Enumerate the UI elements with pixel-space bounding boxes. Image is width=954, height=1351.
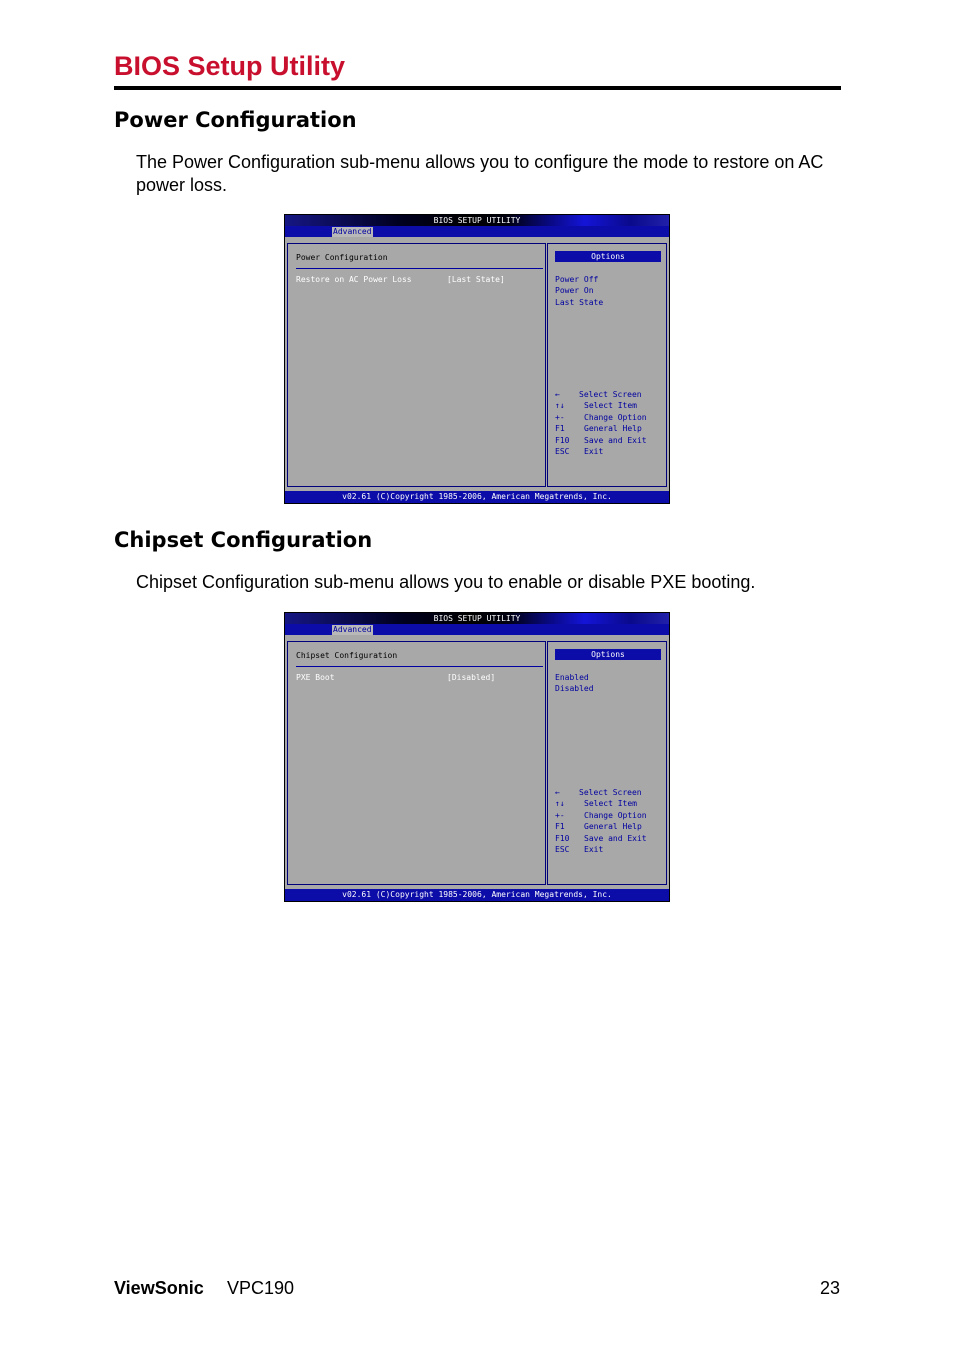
section-heading-chipset: Chipset Configuration xyxy=(114,528,373,552)
tab-advanced[interactable]: Advanced xyxy=(333,227,372,236)
key-esc: ESC xyxy=(555,447,570,456)
setting-value[interactable]: [Disabled] xyxy=(447,673,496,682)
option-last-state[interactable]: Last State xyxy=(555,297,604,307)
footer-brand: ViewSonic xyxy=(114,1278,204,1298)
help-panel xyxy=(547,641,667,885)
settings-panel xyxy=(287,641,546,885)
key-desc-exit: Exit xyxy=(584,447,604,456)
option-enabled[interactable]: Enabled xyxy=(555,673,589,682)
key-desc-select-screen: Select Screen xyxy=(579,788,642,797)
key-up-down: ↑↓ xyxy=(555,401,565,411)
key-f1: F1 xyxy=(555,822,565,832)
key-desc-change-option: Change Option xyxy=(584,412,647,422)
key-desc-select-item: Select Item xyxy=(584,799,637,809)
section-description-power: The Power Configuration sub-menu allows you to configure the mode to restore on AC power loss. xyxy=(136,152,824,195)
option-power-on[interactable]: Power On xyxy=(555,286,594,296)
bios-screen-power xyxy=(284,214,670,504)
page-title: BIOS Setup Utility xyxy=(114,51,346,81)
key-desc-save-exit: Save and Exit xyxy=(584,833,647,843)
tab-advanced[interactable]: Advanced xyxy=(333,625,372,634)
key-desc-change-option: Change Option xyxy=(584,810,647,820)
bios-copyright: v02.61 (C)Copyright 1985-2006, American Megatrends, Inc. xyxy=(285,889,669,901)
setting-pxe-boot[interactable]: PXE Boot xyxy=(296,673,335,682)
key-left-arrow: ← xyxy=(555,788,560,797)
key-up-down: ↑↓ xyxy=(555,799,565,809)
bios-title: BIOS SETUP UTILITY xyxy=(433,614,521,623)
key-f10: F10 xyxy=(555,833,570,843)
key-plus-minus: +- xyxy=(555,412,565,422)
options-header: Options xyxy=(555,649,661,660)
key-desc-select-screen: Select Screen xyxy=(579,390,642,399)
section-description-chipset: Chipset Configuration sub-menu allows you to enable or disable PXE booting. xyxy=(136,572,756,592)
setting-value[interactable]: [Last State] xyxy=(447,275,505,284)
title-divider xyxy=(114,86,841,90)
option-disabled[interactable]: Disabled xyxy=(555,684,594,694)
options-header: Options xyxy=(555,251,661,262)
bios-title: BIOS SETUP UTILITY xyxy=(433,216,521,225)
footer-model: VPC190 xyxy=(227,1278,295,1298)
key-esc: ESC xyxy=(555,845,570,854)
settings-panel xyxy=(287,243,546,487)
page-number: 23 xyxy=(819,1278,840,1298)
key-left-arrow: ← xyxy=(555,390,560,399)
panel-header: Chipset Configuration xyxy=(296,651,398,660)
key-f10: F10 xyxy=(555,435,570,445)
panel-header-divider xyxy=(296,666,543,667)
bios-screen-chipset xyxy=(284,612,670,902)
bios-copyright: v02.61 (C)Copyright 1985-2006, American Megatrends, Inc. xyxy=(285,491,669,503)
key-desc-select-item: Select Item xyxy=(584,401,637,411)
help-panel xyxy=(547,243,667,487)
option-power-off[interactable]: Power Off xyxy=(555,275,599,284)
panel-header-divider xyxy=(296,268,543,269)
panel-header: Power Configuration xyxy=(296,253,388,262)
key-f1: F1 xyxy=(555,424,565,434)
key-desc-save-exit: Save and Exit xyxy=(584,435,647,445)
key-desc-general-help: General Help xyxy=(584,822,642,832)
key-desc-exit: Exit xyxy=(584,845,604,854)
key-desc-general-help: General Help xyxy=(584,424,642,434)
key-plus-minus: +- xyxy=(555,810,565,820)
setting-restore-ac-power-loss[interactable]: Restore on AC Power Loss xyxy=(296,275,412,284)
section-heading-power: Power Configuration xyxy=(114,108,357,132)
